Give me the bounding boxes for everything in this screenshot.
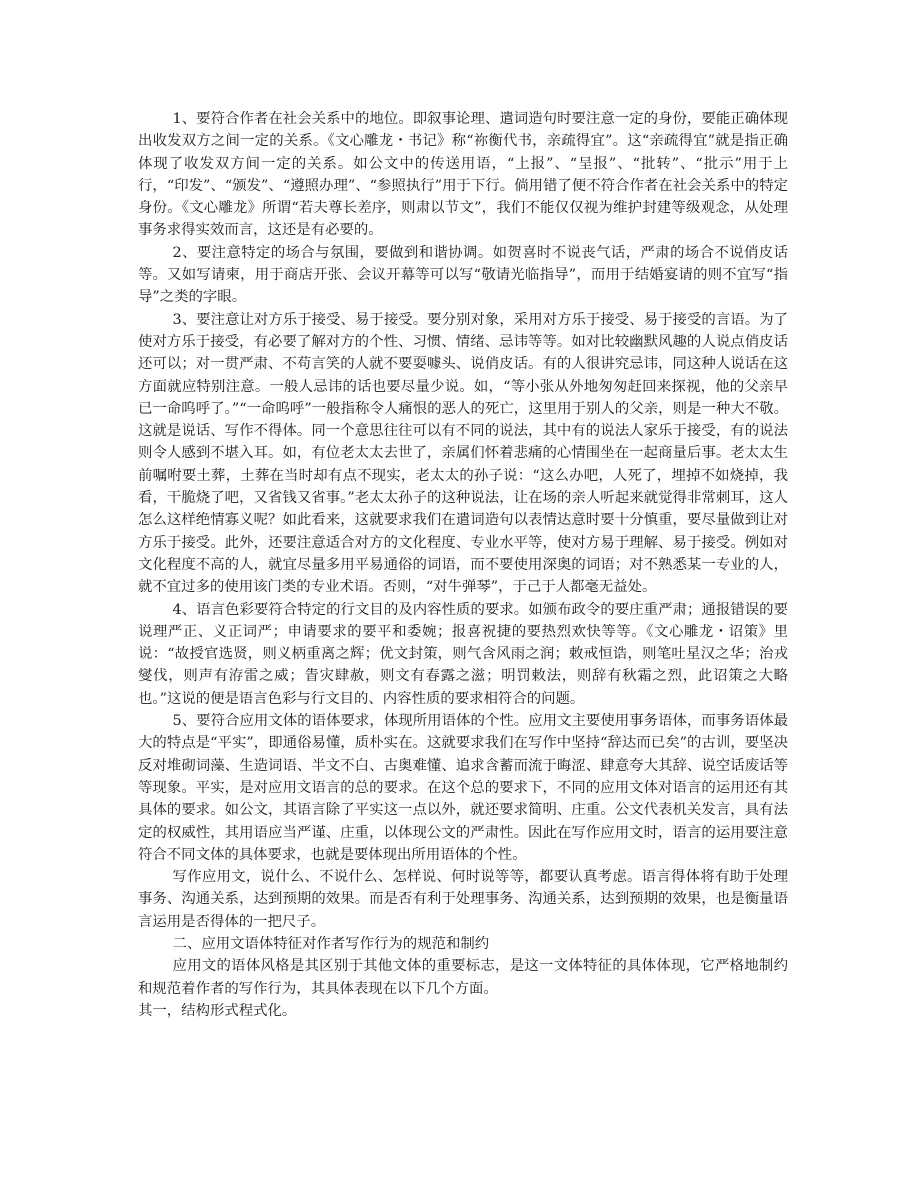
paragraph-4: 4、语言色彩要符合特定的行文目的及内容性质的要求。如颁布政令的要庄重严肃；通报错误的要说理严正、义正词严；申请要求的要平和委婉；报喜祝捷的要热烈欢快等等。《文心雕龙・诏策》里说：“故授官选贤，则义柄重离之辉；优文封策，则气含风雨之润；敕戒恒诰，则笔吐星汉之华；治戎燮伐，则声有洊雷之威；眚灾肆赦，则文有春露之滋；明罚敕法，则辞有秋霜之烈，此诏策之大略也。”这说的便是语言色彩与行文目的、内容性质的要求相符合的问题。: [138, 601, 788, 707]
paragraph-summary: 写作应用文，说什么、不说什么、怎样说、何时说等等，都要认真考虑。语言得体将有助于处理事务、沟通关系，达到预期的效果。而是否有利于处理事务、沟通关系，达到预期的效果，也是衡量语言运用是否得体的一把尺子。: [138, 869, 788, 930]
paragraph-2: 2、要注意特定的场合与氛围，要做到和谐协调。如贺喜时不说丧气话，严肃的场合不说俏皮话等。又如写请柬，用于商店开张、会议开幕等可以写“敬请光临指导”，而用于结婚宴请的则不宜写“指导”之类的字眼。: [138, 244, 788, 306]
paragraph-3: 3、要注意让对方乐于接受、易于接受。要分别对象，采用对方乐于接受、易于接受的言语。为了使对方乐于接受，有必要了解对方的个性、习惯、情绪、忌讳等等。如对比较幽默风趣的人说点俏皮话还可以；对一贯严肃、不苟言笑的人就不要耍噱头、说俏皮话。有的人很讲究忌讳，同这种人说话在这方面就应特别注意。一般人忌讳的话也要尽量少说。如，“等小张从外地匆匆赶回来探视，他的父亲早已一命呜呼了。”“一命呜呼”一般指称令人痛恨的恶人的死亡，这里用于别人的父亲，则是一种大不敬。这就是说话、写作不得体。同一个意思往往可以有不同的说法，其中有的说法人家乐于接受，有的说法则令人感到不堪入耳。如，有位老太太去世了，亲属们怀着悲痛的心情围坐在一起商量后事。老太太生前嘱咐要土葬，土葬在当时却有点不现实，老太太的孙子说：“这么办吧，人死了，埋掉不如烧掉，我看，干脆烧了吧，又省钱又省事。”老太太孙子的这种说法，让在场的亲人听起来就觉得非常刺耳，这人怎么这样绝情寡义呢？如此看来，这就要求我们在遣词造句以表情达意时要十分慎重，要尽量做到让对方乐于接受。此外，还要注意适合对方的文化程度、专业水平等，使对方易于理解、易于接受。例如对文化程度不高的人，就宜尽量多用平易通俗的词语，而不要使用深奥的词语；对不熟悉某一专业的人，就不宜过多的使用该门类的专业术语。否则，“对牛弹琴”，于己于人都毫无益处。: [138, 311, 788, 596]
document-body: [138, 108, 788, 1022]
paragraph-intro: 应用文的语体风格是其区别于其他文体的重要标志，是这一文体特征的具体体现，它严格地制约和规范着作者的写作行为，其具体表现在以下几个方面。: [138, 958, 788, 997]
paragraph-5: 5、要符合应用文体的语体要求，体现所用语体的个性。应用文主要使用事务语体，而事务语体最大的特点是“平实”，即通俗易懂，质朴实在。这就要求我们在写作中坚持“辞达而已矣”的古训，要坚决反对堆砌词藻、生造词语、半文不白、古奥难懂、追求含蓄而流于晦涩、肆意夸大其辞、说空话废话等等现象。平实，是对应用文语言的总的要求。在这个总的要求下，不同的应用文体对语言的运用还有其具体的要求。如公文，其语言除了平实这一点以外，就还要求简明、庄重。公文代表机关发言，具有法定的权威性，其用语应当严谨、庄重，以体现公文的严肃性。因此在写作应用文时，语言的运用要注意符合不同文体的具体要求，也就是要体现出所用语体的个性。: [138, 713, 788, 863]
section-heading: 二、应用文语体特征对作者写作行为的规范和制约: [172, 935, 490, 952]
paragraph-1: 1、要符合作者在社会关系中的地位。即叙事论理、遣词造句时要注意一定的身份，要能正确体现出收发双方之间一定的关系。《文心雕龙・书记》称“祢衡代书，亲疏得宜”。这“亲疏得宜”就是指正确体现了收发双方间一定的关系。如公文中的传送用语，“上报”、“呈报”、“批转”、“批示”用于上行，“印发”、“颁发”、“遵照办理”、“参照执行”用于下行。倘用错了便不符合作者在社会关系中的特定身份。《文心雕龙》所谓“若夫尊长差序，则肃以节文”，我们不能仅仅视为维护封建等级观念，从处理事务求得实效而言，这还是有必要的。: [138, 111, 788, 239]
paragraph-point-1: 其一，结构形式程式化。: [138, 1002, 297, 1019]
